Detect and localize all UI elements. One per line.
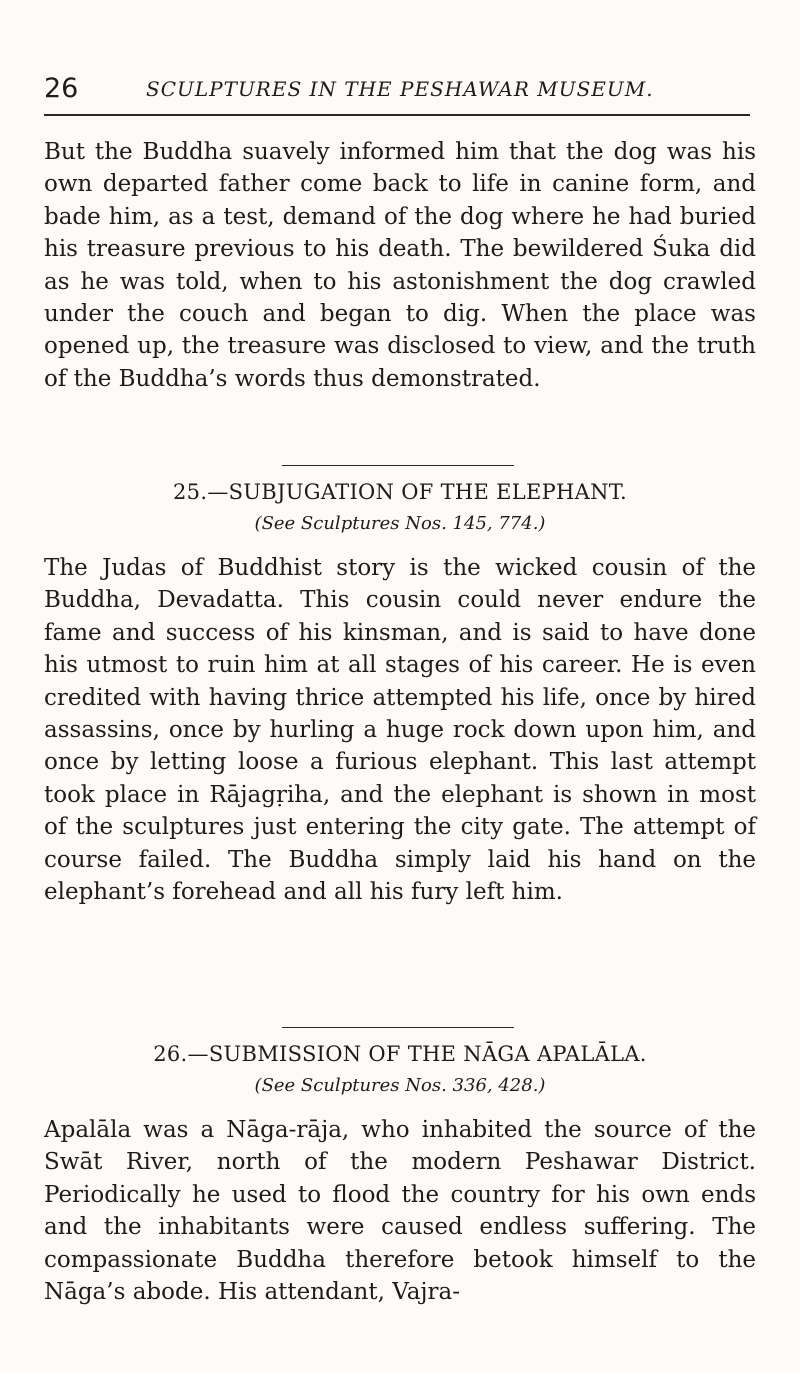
reference-prefix: (See Sculptures Nos.: [254, 513, 447, 534]
section-paragraph-25: The Judas of Buddhist story is the wicked cousin of the Buddha, Devadatta. This cousin could never endure the fame and success of his kinsman, and is said to have done his utmost to ruin him at all stages of his career. He is even credited with having thrice attempted his life, once by hired assassins, once by hurling a huge rock down upon him, and once by letting loose a furious elephant. This last attempt took place in Rājagṛiha, and the elephant is shown in most of the sculptures just entering the city gate. The attempt of course failed. The Buddha simply laid his hand on the elephant’s forehead and all his fury left him.: [44, 555, 756, 906]
section-reference-25: [44, 511, 756, 537]
reference-numbers: 336, 428.): [446, 1075, 546, 1096]
header-rule: [44, 114, 750, 116]
page-number: 26: [44, 73, 79, 104]
section-divider-rule: [282, 1027, 514, 1028]
section-body-25-block: [44, 552, 756, 908]
section-paragraph-26: Apalāla was a Nāga-rāja, who inhabited the source of the Swāt River, north of the modern Peshawar District. Periodically he used to flood the country for his own ends and the inhabitants were caused endless suffering. The compassionate Buddha therefore betook himself to the Nāga’s abode. His attendant, Vajra-: [44, 1117, 756, 1306]
section-reference-26: [44, 1073, 756, 1099]
reference-numbers: 145, 774.): [446, 513, 546, 534]
reference-prefix: (See Sculptures Nos.: [254, 1075, 447, 1096]
section-divider-rule: [282, 465, 514, 466]
section-body-26-block: [44, 1114, 756, 1308]
page-header: [44, 72, 756, 112]
intro-paragraph-block: [44, 136, 756, 395]
section-heading-26: 26.—SUBMISSION OF THE NĀGA APALĀLA.: [153, 1042, 647, 1066]
intro-paragraph: But the Buddha suavely informed him that the dog was his own departed father come back to life in canine form, and bade him, as a test, demand of the dog where he had buried his treasure previous to his death. The bewildered Śuka did as he was told, when to his astonishment the dog crawled under the couch and began to dig. When the place was opened up, the treasure was disclosed to view, and the truth of the Buddha’s words thus demonstrated.: [44, 139, 756, 392]
running-head: SCULPTURES IN THE PESHAWAR MUSEUM.: [146, 77, 654, 101]
section-heading-25: 25.—SUBJUGATION OF THE ELEPHANT.: [173, 480, 627, 504]
